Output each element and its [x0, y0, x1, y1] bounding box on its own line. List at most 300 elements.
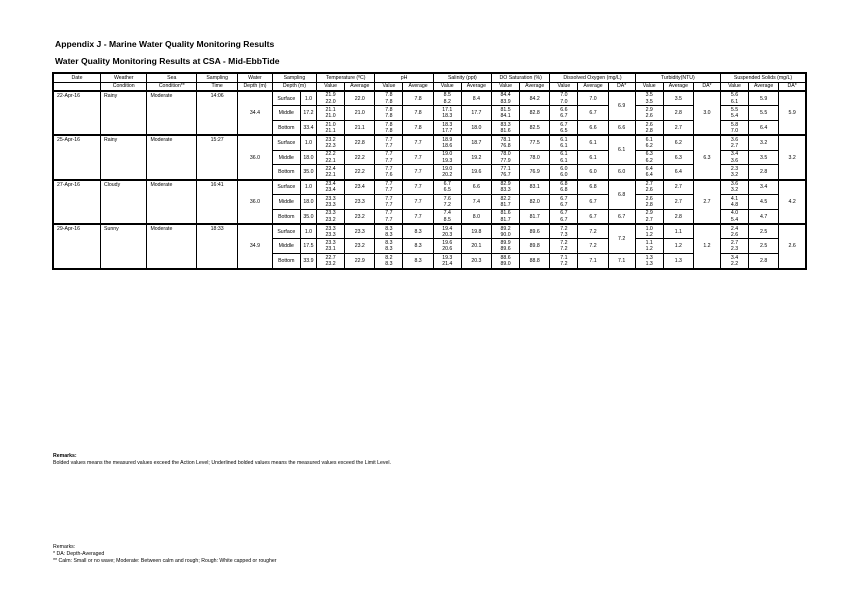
value-2: 7.7 [385, 216, 393, 223]
cell-dissolved-oxygen-average: 7.1 [578, 254, 608, 269]
value-2: 7.0 [730, 127, 739, 134]
value-2: 3.6 [730, 157, 739, 164]
cell-depth: 18.0 [300, 195, 316, 210]
cell-ph-average: 7.7 [403, 135, 433, 150]
sub-value: Value [550, 82, 578, 91]
cell-salinity-values [433, 180, 461, 195]
cell-temperature-values [317, 195, 345, 210]
sub-da: DA* [693, 82, 720, 91]
value-2: 81.6 [500, 127, 511, 134]
remarks-action-level [53, 453, 391, 467]
cell-level: Bottom [272, 165, 300, 180]
cell-suspended-solids-values [720, 121, 748, 136]
cell-water-depth: 36.0 [238, 180, 273, 224]
cell-dissolved-oxygen-values [550, 121, 578, 136]
value-2: 7.8 [385, 127, 393, 134]
value-1: 78.1 [500, 136, 511, 143]
cell-suspended-solids-values [720, 180, 748, 195]
cell-temperature-values [317, 165, 345, 180]
value-1: 2.4 [730, 225, 739, 232]
value-1: 84.4 [500, 92, 511, 99]
cell-suspended-solids-values [720, 209, 748, 224]
cell-dissolved-oxygen-values [550, 195, 578, 210]
cell-do-da-bottom: 6.0 [608, 165, 635, 180]
value-1: 5.5 [730, 106, 739, 113]
cell-dissolved-oxygen-values [550, 239, 578, 254]
cell-do-da: 6.8 [608, 180, 635, 210]
value-1: 2.6 [645, 121, 653, 128]
cell-do-saturation-average: 77.5 [520, 135, 550, 150]
cell-temperature-average: 22.9 [345, 254, 375, 269]
cell-turbidity-values [635, 195, 663, 210]
cell-suspended-solids-values [720, 195, 748, 210]
value-2: 7.0 [560, 98, 568, 105]
value-1: 6.8 [560, 181, 568, 188]
cell-ph-values [375, 135, 403, 150]
cell-do-da-bottom: 6.7 [608, 209, 635, 224]
cell-suspended-solids-values [720, 239, 748, 254]
cell-water-depth: 34.9 [238, 224, 273, 268]
col-dissolved-oxygen: Dissolved Oxygen (mg/L) [550, 73, 635, 82]
cell-suspended-solids-average: 3.5 [749, 150, 779, 165]
cell-dissolved-oxygen-average: 6.6 [578, 121, 608, 136]
value-2: 23.3 [325, 201, 336, 208]
value-2: 6.7 [560, 113, 568, 120]
value-2: 2.3 [730, 246, 739, 253]
value-2: 1.2 [645, 246, 653, 253]
cell-suspended-solids-values [720, 165, 748, 180]
cell-do-saturation-average: 76.9 [520, 165, 550, 180]
value-1: 7.8 [385, 106, 393, 113]
value-1: 19.4 [442, 225, 453, 232]
value-2: 23.4 [325, 187, 336, 194]
value-1: 81.5 [500, 106, 511, 113]
value-2: 23.1 [325, 246, 336, 253]
cell-suspended-solids-average: 3.2 [749, 135, 779, 150]
cell-depth: 33.9 [300, 254, 316, 269]
value-2: 89.6 [500, 246, 511, 253]
value-2: 7.7 [385, 143, 393, 150]
value-1: 22.4 [325, 165, 336, 172]
cell-salinity-average: 8.0 [461, 209, 491, 224]
sub-value: Value [433, 82, 461, 91]
cell-turbidity-average: 1.3 [663, 254, 693, 269]
sub-value: Value [375, 82, 403, 91]
cell-ss-da: 4.2 [779, 180, 806, 224]
cell-temperature-values [317, 135, 345, 150]
cell-temperature-average: 22.8 [345, 135, 375, 150]
value-2: 76.7 [500, 172, 511, 179]
cell-temperature-values [317, 209, 345, 224]
cell-ph-values [375, 195, 403, 210]
value-2: 7.2 [560, 246, 568, 253]
value-2: 83.9 [500, 98, 511, 105]
col-date: Date [53, 73, 101, 82]
cell-dissolved-oxygen-values [550, 165, 578, 180]
sub-value: Value [720, 82, 748, 91]
cell-do-saturation-values [492, 165, 520, 180]
value-1: 6.7 [560, 210, 568, 217]
cell-ph-values [375, 254, 403, 269]
cell-do-saturation-values [492, 150, 520, 165]
col-temperature: Temperature (ºC) [317, 73, 375, 82]
cell-temperature-average: 23.2 [345, 239, 375, 254]
cell-salinity-average: 20.1 [461, 239, 491, 254]
value-2: 2.6 [645, 113, 653, 120]
value-2: 7.2 [560, 260, 568, 267]
value-1: 3.4 [730, 151, 739, 158]
cell-turbidity-average: 2.8 [663, 209, 693, 224]
sub-sampling-depth: Depth (m) [272, 82, 316, 91]
cell-salinity-values [433, 91, 461, 106]
remarks-text: Bolded values means the measured values exceed the Action Level; Underlined bolded values means the measured values exceed the Limit Level. [53, 460, 391, 466]
value-1: 21.0 [325, 121, 336, 128]
cell-do-saturation-average: 78.0 [520, 150, 550, 165]
cell-temperature-values [317, 180, 345, 195]
cell-do-da: 6.9 [608, 91, 635, 121]
value-1: 88.6 [500, 254, 511, 261]
remarks-footnotes [53, 544, 276, 565]
cell-level: Bottom [272, 209, 300, 224]
value-1: 2.7 [730, 240, 739, 247]
cell-temperature-values [317, 239, 345, 254]
value-2: 23.2 [325, 216, 336, 223]
value-1: 7.7 [385, 136, 393, 143]
sub-average: Average [749, 82, 779, 91]
cell-ph-average: 8.3 [403, 254, 433, 269]
cell-depth: 18.0 [300, 150, 316, 165]
cell-depth: 1.0 [300, 180, 316, 195]
value-1: 82.9 [500, 181, 511, 188]
cell-ph-average: 8.3 [403, 224, 433, 239]
cell-level: Surface [272, 180, 300, 195]
cell-level: Bottom [272, 121, 300, 136]
value-2: 7.2 [443, 201, 451, 208]
col-sampling-time: Sampling [197, 73, 238, 82]
cell-ph-average: 7.7 [403, 209, 433, 224]
cell-temperature-average: 22.2 [345, 165, 375, 180]
cell-salinity-values [433, 121, 461, 136]
cell-salinity-values [433, 106, 461, 121]
cell-do-da-bottom: 6.6 [608, 121, 635, 136]
cell-ph-values [375, 106, 403, 121]
cell-suspended-solids-values [720, 224, 748, 239]
value-1: 6.7 [560, 195, 568, 202]
cell-salinity-average: 20.3 [461, 254, 491, 269]
value-1: 5.6 [730, 92, 739, 99]
value-2: 6.7 [560, 216, 568, 223]
water-quality-table [52, 72, 807, 270]
value-2: 3.2 [730, 187, 739, 194]
cell-dissolved-oxygen-values [550, 224, 578, 239]
value-2: 6.2 [645, 143, 653, 150]
cell-turbidity-average: 1.1 [663, 224, 693, 239]
cell-salinity-values [433, 135, 461, 150]
value-2: 7.6 [385, 172, 393, 179]
cell-do-saturation-values [492, 195, 520, 210]
cell-do-saturation-values [492, 254, 520, 269]
cell-date: 29-Apr-16 [53, 224, 101, 268]
cell-temperature-average: 23.3 [345, 195, 375, 210]
cell-do-saturation-values [492, 135, 520, 150]
value-1: 3.6 [730, 181, 739, 188]
value-2: 3.5 [645, 98, 653, 105]
cell-salinity-average: 17.7 [461, 106, 491, 121]
cell-level: Middle [272, 150, 300, 165]
cell-depth: 1.0 [300, 135, 316, 150]
value-1: 89.9 [500, 240, 511, 247]
cell-temperature-average: 23.2 [345, 209, 375, 224]
cell-suspended-solids-values [720, 135, 748, 150]
cell-turbidity-values [635, 239, 663, 254]
cell-water-depth: 34.4 [238, 91, 273, 135]
cell-salinity-average: 19.8 [461, 224, 491, 239]
sub-value: Value [317, 82, 345, 91]
value-1: 23.2 [325, 136, 336, 143]
table-subtitle: Water Quality Monitoring Results at CSA - Mid-EbbTide [55, 56, 280, 66]
value-1: 22.2 [325, 151, 336, 158]
cell-dissolved-oxygen-average: 6.0 [578, 165, 608, 180]
value-1: 7.2 [560, 240, 568, 247]
cell-turbidity-average: 1.2 [663, 239, 693, 254]
cell-turbidity-da: 3.0 [693, 91, 720, 135]
cell-suspended-solids-average: 4.7 [749, 209, 779, 224]
cell-dissolved-oxygen-average: 7.2 [578, 224, 608, 239]
cell-dissolved-oxygen-values [550, 106, 578, 121]
value-2: 6.8 [560, 187, 568, 194]
value-1: 7.6 [443, 195, 451, 202]
value-1: 23.3 [325, 225, 336, 232]
cell-level: Bottom [272, 254, 300, 269]
appendix-title: Appendix J - Marine Water Quality Monitoring Results [55, 39, 275, 49]
value-2: 18.6 [442, 143, 453, 150]
remarks-title: Remarks: [53, 453, 77, 459]
value-1: 78.0 [500, 151, 511, 158]
value-1: 6.1 [560, 151, 568, 158]
cell-date: 25-Apr-16 [53, 135, 101, 179]
col-salinity: Salinity (ppt) [433, 73, 491, 82]
cell-ph-average: 8.3 [403, 239, 433, 254]
value-1: 18.3 [442, 121, 453, 128]
cell-suspended-solids-average: 4.5 [749, 195, 779, 210]
cell-do-saturation-values [492, 180, 520, 195]
value-2: 6.1 [560, 143, 568, 150]
col-weather: Weather [101, 73, 147, 82]
cell-time: 14:06 [197, 91, 238, 135]
value-1: 19.0 [442, 165, 453, 172]
col-ph: pH [375, 73, 433, 82]
cell-do-saturation-average: 83.1 [520, 180, 550, 195]
cell-salinity-values [433, 209, 461, 224]
cell-ph-average: 7.8 [403, 106, 433, 121]
value-1: 83.3 [500, 121, 511, 128]
cell-turbidity-values [635, 121, 663, 136]
value-1: 19.3 [442, 254, 453, 261]
cell-temperature-average: 21.0 [345, 106, 375, 121]
table-row [53, 224, 806, 239]
value-1: 23.3 [325, 195, 336, 202]
value-2: 7.7 [385, 201, 393, 208]
cell-date: 27-Apr-16 [53, 180, 101, 224]
value-1: 6.1 [560, 136, 568, 143]
col-suspended-solids: Suspended Solids (mg/L) [720, 73, 806, 82]
cell-turbidity-average: 6.2 [663, 135, 693, 150]
sub-average: Average [520, 82, 550, 91]
cell-salinity-values [433, 150, 461, 165]
cell-ph-average: 7.8 [403, 121, 433, 136]
cell-dissolved-oxygen-average: 7.2 [578, 239, 608, 254]
value-1: 3.6 [730, 136, 739, 143]
cell-ph-average: 7.7 [403, 150, 433, 165]
cell-turbidity-average: 2.7 [663, 121, 693, 136]
value-2: 19.3 [442, 157, 453, 164]
cell-salinity-values [433, 195, 461, 210]
value-2: 4.8 [730, 201, 739, 208]
sub-blank [53, 82, 101, 91]
cell-temperature-average: 22.2 [345, 150, 375, 165]
value-1: 7.7 [385, 195, 393, 202]
cell-ph-average: 7.8 [403, 91, 433, 106]
value-2: 1.2 [645, 231, 653, 238]
cell-salinity-average: 18.0 [461, 121, 491, 136]
cell-ph-values [375, 165, 403, 180]
value-1: 19.0 [442, 151, 453, 158]
cell-salinity-values [433, 254, 461, 269]
cell-turbidity-average: 2.8 [663, 106, 693, 121]
value-2: 2.7 [645, 216, 653, 223]
value-2: 6.0 [560, 172, 568, 179]
cell-turbidity-values [635, 224, 663, 239]
col-sea: Sea [147, 73, 197, 82]
cell-depth: 35.0 [300, 209, 316, 224]
value-1: 7.7 [385, 151, 393, 158]
cell-temperature-values [317, 106, 345, 121]
value-1: 2.9 [645, 210, 653, 217]
value-2: 8.2 [443, 98, 451, 105]
value-1: 7.7 [385, 165, 393, 172]
cell-dissolved-oxygen-values [550, 180, 578, 195]
cell-suspended-solids-values [720, 150, 748, 165]
cell-do-saturation-values [492, 224, 520, 239]
value-2: 17.7 [442, 127, 453, 134]
cell-depth: 35.0 [300, 165, 316, 180]
value-2: 81.7 [500, 201, 511, 208]
value-2: 20.6 [442, 246, 453, 253]
sub-average: Average [461, 82, 491, 91]
value-2: 18.3 [442, 113, 453, 120]
value-1: 6.7 [560, 121, 568, 128]
cell-sea: Moderate [147, 135, 197, 179]
cell-depth: 1.0 [300, 91, 316, 106]
value-1: 82.2 [500, 195, 511, 202]
value-2: 2.2 [730, 260, 739, 267]
cell-salinity-values [433, 165, 461, 180]
cell-turbidity-values [635, 209, 663, 224]
value-2: 20.3 [442, 231, 453, 238]
cell-level: Surface [272, 135, 300, 150]
value-2: 20.2 [442, 172, 453, 179]
cell-dissolved-oxygen-average: 6.1 [578, 135, 608, 150]
value-2: 2.6 [645, 187, 653, 194]
value-1: 2.7 [645, 181, 653, 188]
cell-do-saturation-average: 82.0 [520, 195, 550, 210]
sub-average: Average [403, 82, 433, 91]
cell-level: Middle [272, 239, 300, 254]
cell-suspended-solids-average: 2.8 [749, 254, 779, 269]
value-2: 7.7 [385, 187, 393, 194]
col-do-saturation: DO Saturation (%) [492, 73, 550, 82]
value-2: 5.4 [730, 216, 739, 223]
cell-turbidity-average: 3.5 [663, 91, 693, 106]
value-2: 6.5 [560, 127, 568, 134]
value-2: 89.0 [500, 260, 511, 267]
cell-date: 22-Apr-16 [53, 91, 101, 135]
cell-level: Middle [272, 195, 300, 210]
cell-turbidity-values [635, 150, 663, 165]
value-2: 2.7 [730, 143, 739, 150]
cell-turbidity-values [635, 254, 663, 269]
cell-temperature-average: 23.4 [345, 180, 375, 195]
sub-weather: Condition [101, 82, 147, 91]
cell-do-saturation-average: 84.2 [520, 91, 550, 106]
cell-suspended-solids-average: 2.8 [749, 165, 779, 180]
cell-weather: Cloudy [101, 180, 147, 224]
value-1: 23.3 [325, 240, 336, 247]
table-row [53, 180, 806, 195]
value-1: 89.2 [500, 225, 511, 232]
sub-value: Value [492, 82, 520, 91]
value-2: 2.8 [645, 127, 653, 134]
cell-ph-average: 7.7 [403, 195, 433, 210]
value-2: 21.0 [325, 113, 336, 120]
cell-turbidity-values [635, 165, 663, 180]
value-1: 6.3 [645, 151, 653, 158]
value-1: 81.6 [500, 210, 511, 217]
value-2: 7.7 [385, 157, 393, 164]
cell-depth: 17.5 [300, 239, 316, 254]
cell-depth: 33.4 [300, 121, 316, 136]
value-2: 6.4 [645, 172, 653, 179]
cell-do-saturation-values [492, 239, 520, 254]
cell-dissolved-oxygen-values [550, 209, 578, 224]
table-row [53, 135, 806, 150]
sub-time: Time [197, 82, 238, 91]
cell-do-saturation-average: 89.8 [520, 239, 550, 254]
cell-ph-values [375, 180, 403, 195]
cell-temperature-values [317, 224, 345, 239]
value-1: 7.1 [560, 254, 568, 261]
value-1: 7.8 [385, 121, 393, 128]
cell-dissolved-oxygen-average: 6.7 [578, 106, 608, 121]
value-2: 8.3 [385, 260, 393, 267]
cell-ph-average: 7.7 [403, 180, 433, 195]
cell-ph-values [375, 91, 403, 106]
value-2: 21.1 [325, 127, 336, 134]
cell-level: Middle [272, 106, 300, 121]
value-2: 22.0 [325, 98, 336, 105]
value-1: 8.3 [385, 225, 393, 232]
value-1: 7.4 [443, 210, 451, 217]
cell-sea: Moderate [147, 180, 197, 224]
cell-temperature-average: 21.1 [345, 121, 375, 136]
cell-salinity-values [433, 224, 461, 239]
value-2: 77.9 [500, 157, 511, 164]
cell-temperature-average: 23.3 [345, 224, 375, 239]
cell-dissolved-oxygen-average: 6.1 [578, 150, 608, 165]
cell-ss-da: 3.2 [779, 135, 806, 179]
cell-temperature-values [317, 150, 345, 165]
value-1: 21.1 [325, 106, 336, 113]
